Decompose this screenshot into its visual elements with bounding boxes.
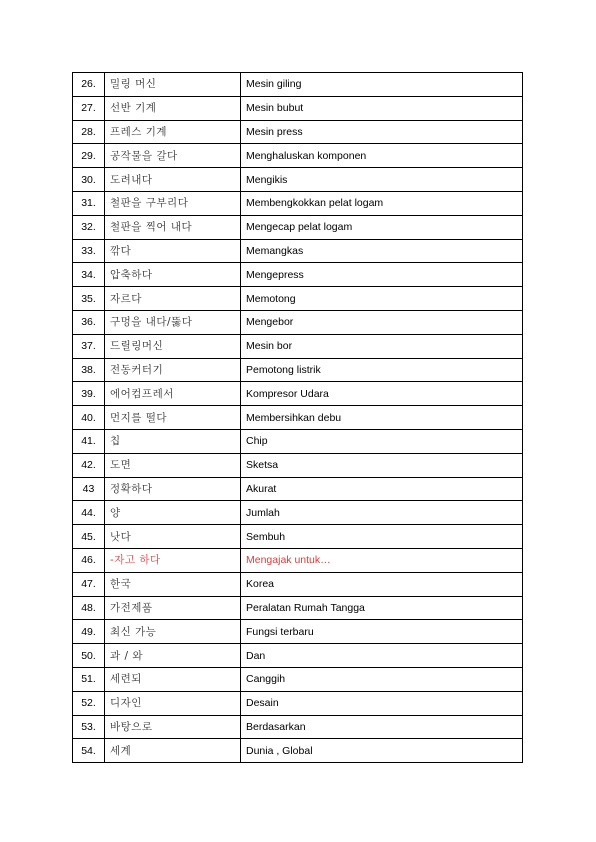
indonesian-translation-cell: Akurat <box>241 477 523 501</box>
indonesian-translation-cell: Memotong <box>241 287 523 311</box>
indonesian-translation-cell: Sembuh <box>241 525 523 549</box>
table-row <box>73 477 523 501</box>
vocabulary-table <box>72 72 523 763</box>
row-number-cell: 32. <box>73 215 105 239</box>
table-row <box>73 73 523 97</box>
table-row <box>73 334 523 358</box>
row-number-cell: 37. <box>73 334 105 358</box>
row-number-cell: 46. <box>73 548 105 572</box>
table-row <box>73 358 523 382</box>
indonesian-translation-cell: Kompresor Udara <box>241 382 523 406</box>
korean-term-cell: 가전제품 <box>105 596 241 620</box>
indonesian-translation-cell: Peralatan Rumah Tangga <box>241 596 523 620</box>
row-number-cell: 49. <box>73 620 105 644</box>
table-row <box>73 382 523 406</box>
row-number-cell: 36. <box>73 310 105 334</box>
indonesian-translation-cell: Mengebor <box>241 310 523 334</box>
table-row <box>73 644 523 668</box>
row-number-cell: 41. <box>73 429 105 453</box>
korean-term-cell: 철판을 구부리다 <box>105 191 241 215</box>
korean-term-cell: 전동커터기 <box>105 358 241 382</box>
row-number-cell: 42. <box>73 453 105 477</box>
row-number-cell: 39. <box>73 382 105 406</box>
table-row <box>73 96 523 120</box>
table-row <box>73 215 523 239</box>
indonesian-translation-cell: Fungsi terbaru <box>241 620 523 644</box>
indonesian-translation-cell: Dunia , Global <box>241 739 523 763</box>
korean-term-cell: 양 <box>105 501 241 525</box>
korean-term-cell: 낫다 <box>105 525 241 549</box>
indonesian-translation-cell: Sketsa <box>241 453 523 477</box>
table-row <box>73 191 523 215</box>
row-number-cell: 34. <box>73 263 105 287</box>
indonesian-translation-cell: Membengkokkan pelat logam <box>241 191 523 215</box>
table-row <box>73 596 523 620</box>
korean-term-cell: 선반 기계 <box>105 96 241 120</box>
korean-term-cell: 세계 <box>105 739 241 763</box>
row-number-cell: 27. <box>73 96 105 120</box>
table-row <box>73 263 523 287</box>
row-number-cell: 48. <box>73 596 105 620</box>
indonesian-translation-cell: Berdasarkan <box>241 715 523 739</box>
korean-term-cell: 과 / 와 <box>105 644 241 668</box>
row-number-cell: 30. <box>73 168 105 192</box>
row-number-cell: 53. <box>73 715 105 739</box>
indonesian-translation-cell: Jumlah <box>241 501 523 525</box>
row-number-cell: 26. <box>73 73 105 97</box>
table-row <box>73 429 523 453</box>
korean-term-cell: 압축하다 <box>105 263 241 287</box>
indonesian-translation-cell: Pemotong listrik <box>241 358 523 382</box>
row-number-cell: 33. <box>73 239 105 263</box>
indonesian-translation-cell: Mengecap pelat logam <box>241 215 523 239</box>
korean-term-cell: 에어컴프레서 <box>105 382 241 406</box>
table-row <box>73 287 523 311</box>
row-number-cell: 44. <box>73 501 105 525</box>
row-number-cell: 40. <box>73 406 105 430</box>
row-number-cell: 51. <box>73 667 105 691</box>
korean-term-cell: 프레스 기계 <box>105 120 241 144</box>
row-number-cell: 29. <box>73 144 105 168</box>
indonesian-translation-cell: Mesin giling <box>241 73 523 97</box>
table-row <box>73 525 523 549</box>
table-row <box>73 691 523 715</box>
korean-term-cell: 깎다 <box>105 239 241 263</box>
table-row <box>73 501 523 525</box>
indonesian-translation-cell: Dan <box>241 644 523 668</box>
table-row <box>73 239 523 263</box>
korean-term-cell: 자르다 <box>105 287 241 311</box>
row-number-cell: 38. <box>73 358 105 382</box>
korean-term-cell: 도면 <box>105 453 241 477</box>
korean-term-cell: 정확하다 <box>105 477 241 501</box>
indonesian-translation-cell: Mengajak untuk… <box>241 548 523 572</box>
indonesian-translation-cell: Memangkas <box>241 239 523 263</box>
row-number-cell: 31. <box>73 191 105 215</box>
table-row <box>73 739 523 763</box>
row-number-cell: 54. <box>73 739 105 763</box>
indonesian-translation-cell: Mesin bor <box>241 334 523 358</box>
row-number-cell: 35. <box>73 287 105 311</box>
korean-term-cell: 구멍을 내다/뚫다 <box>105 310 241 334</box>
indonesian-translation-cell: Mengikis <box>241 168 523 192</box>
korean-term-cell: 최신 가능 <box>105 620 241 644</box>
korean-term-cell: 세련되 <box>105 667 241 691</box>
table-row <box>73 406 523 430</box>
indonesian-translation-cell: Mengepress <box>241 263 523 287</box>
korean-term-cell: 한국 <box>105 572 241 596</box>
indonesian-translation-cell: Canggih <box>241 667 523 691</box>
table-row <box>73 453 523 477</box>
table-row <box>73 548 523 572</box>
indonesian-translation-cell: Mesin press <box>241 120 523 144</box>
indonesian-translation-cell: Mesin bubut <box>241 96 523 120</box>
korean-term-cell: 밀링 머신 <box>105 73 241 97</box>
korean-term-cell: 도려내다 <box>105 168 241 192</box>
row-number-cell: 28. <box>73 120 105 144</box>
table-row <box>73 667 523 691</box>
korean-term-cell: 철판을 찍어 내다 <box>105 215 241 239</box>
table-row <box>73 168 523 192</box>
row-number-cell: 47. <box>73 572 105 596</box>
korean-term-cell: -자고 하다 <box>105 548 241 572</box>
korean-term-cell: 공작물을 갈다 <box>105 144 241 168</box>
row-number-cell: 43 <box>73 477 105 501</box>
indonesian-translation-cell: Korea <box>241 572 523 596</box>
table-row <box>73 572 523 596</box>
korean-term-cell: 드릴링머신 <box>105 334 241 358</box>
vocabulary-table-body <box>73 73 523 763</box>
table-row <box>73 120 523 144</box>
indonesian-translation-cell: Menghaluskan komponen <box>241 144 523 168</box>
row-number-cell: 45. <box>73 525 105 549</box>
table-row <box>73 620 523 644</box>
korean-term-cell: 칩 <box>105 429 241 453</box>
korean-term-cell: 바탕으로 <box>105 715 241 739</box>
korean-term-cell: 디자인 <box>105 691 241 715</box>
row-number-cell: 50. <box>73 644 105 668</box>
indonesian-translation-cell: Membersihkan debu <box>241 406 523 430</box>
row-number-cell: 52. <box>73 691 105 715</box>
table-row <box>73 310 523 334</box>
korean-term-cell: 먼지를 떨다 <box>105 406 241 430</box>
table-row <box>73 144 523 168</box>
indonesian-translation-cell: Chip <box>241 429 523 453</box>
indonesian-translation-cell: Desain <box>241 691 523 715</box>
table-row <box>73 715 523 739</box>
